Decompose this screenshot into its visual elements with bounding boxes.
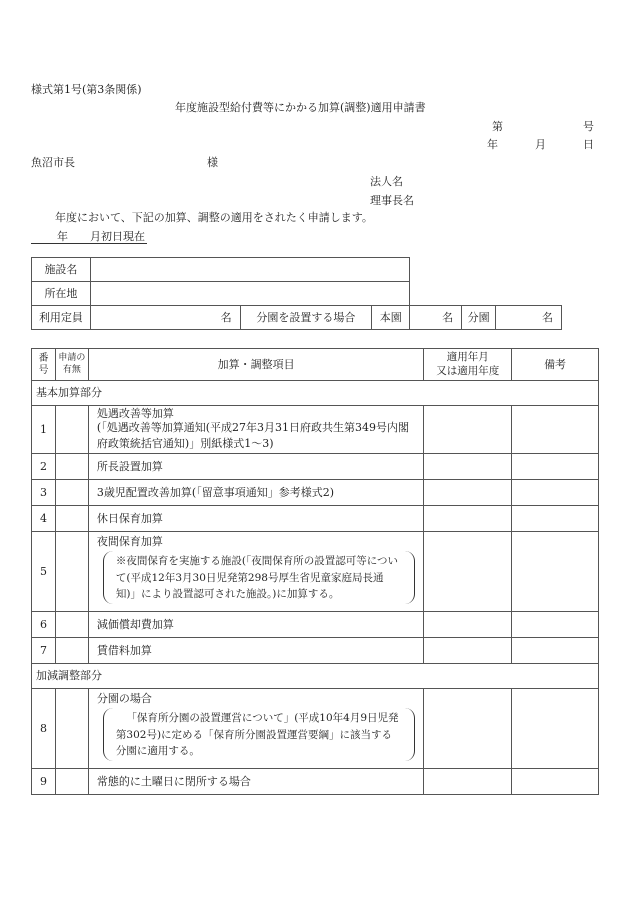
branch-site-capacity-field[interactable]	[496, 306, 562, 330]
main-site-label: 本園	[372, 306, 410, 330]
table-row	[32, 454, 599, 480]
facility-name-label: 施設名	[32, 258, 91, 282]
item-note-bracket: 「保育所分園の設置運営について」(平成10年4月9日児発第302号)に定める「保育所分園設置運営要綱」に該当する分園に適用する。	[103, 708, 415, 761]
request-statement: 年度において、下記の加算、調整の適用をされたく申請します。	[55, 211, 373, 224]
section-adjust: 加減調整部分	[32, 664, 599, 689]
row-number: 2	[32, 454, 56, 480]
period-cell[interactable]	[424, 532, 512, 612]
facility-name-field[interactable]	[90, 258, 409, 282]
capacity-unit: 名	[220, 310, 232, 324]
period-cell[interactable]	[424, 769, 512, 795]
col-header-item: 加算・調整項目	[88, 349, 423, 381]
item-title: 減価償却費加算	[88, 612, 423, 638]
applied-check-cell[interactable]	[55, 506, 88, 532]
applied-check-cell[interactable]	[55, 689, 88, 769]
branch-site-unit: 名	[542, 310, 553, 324]
applied-check-cell[interactable]	[55, 532, 88, 612]
notes-cell[interactable]	[512, 406, 599, 454]
notes-cell[interactable]	[512, 532, 599, 612]
addressee-honorific: 様	[207, 156, 218, 169]
notes-cell[interactable]	[512, 769, 599, 795]
period-cell[interactable]	[424, 506, 512, 532]
section-basic: 基本加算部分	[32, 381, 599, 406]
row-number: 4	[32, 506, 56, 532]
branch-site-label: 分園	[462, 306, 496, 330]
period-cell[interactable]	[424, 638, 512, 664]
director-name-label: 理事長名	[370, 194, 414, 207]
document-title: 年度施設型給付費等にかかる加算(調整)適用申請書	[175, 101, 426, 114]
item-cell	[88, 532, 423, 612]
as-of-month-text: 月初日現在	[90, 230, 145, 243]
main-site-capacity-field[interactable]	[410, 306, 462, 330]
item-title: 3歳児配置改善加算(「留意事項通知」参考様式2)	[88, 480, 423, 506]
applied-check-cell[interactable]	[55, 454, 88, 480]
item-title: 夜間保育加算	[96, 534, 163, 548]
date-day: 日	[583, 138, 594, 151]
period-cell[interactable]	[424, 689, 512, 769]
date-year: 年	[487, 138, 498, 151]
addressee: 魚沼市長	[31, 156, 75, 169]
capacity-field[interactable]	[90, 306, 240, 330]
notes-cell[interactable]	[512, 638, 599, 664]
facility-address-label: 所在地	[32, 282, 91, 306]
applied-check-cell[interactable]	[55, 480, 88, 506]
col-header-period: 適用年月 又は適用年度	[424, 349, 512, 381]
row-number: 6	[32, 612, 56, 638]
table-row	[32, 769, 599, 795]
row-number: 5	[32, 532, 56, 612]
applied-check-cell[interactable]	[55, 612, 88, 638]
table-row	[32, 406, 599, 454]
table-row	[32, 689, 599, 769]
table-row	[32, 638, 599, 664]
item-detail: (「処遇改善等加算通知(平成27年3月31日府政共生第349号内閣府政策統括官通知)」別紙様式1～3)	[96, 421, 409, 451]
item-note-bracket: ※夜間保育を実施する施設(「夜間保育所の設置認可等について(平成12年3月30日児発第298号厚生省児童家庭局長通知)」により設置認可された施設。)に加算する。	[103, 551, 415, 604]
doc-number-suffix: 号	[583, 120, 594, 133]
applied-check-cell[interactable]	[55, 638, 88, 664]
period-cell[interactable]	[424, 612, 512, 638]
branch-case-label: 分園を設置する場合	[240, 306, 372, 330]
capacity-label: 利用定員	[32, 306, 91, 330]
applied-check-cell[interactable]	[55, 769, 88, 795]
period-cell[interactable]	[424, 480, 512, 506]
row-number: 9	[32, 769, 56, 795]
table-row	[32, 532, 599, 612]
item-title: 常態的に土曜日に閉所する場合	[88, 769, 423, 795]
as-of-year: 年	[57, 230, 68, 243]
notes-cell[interactable]	[512, 480, 599, 506]
item-cell	[88, 689, 423, 769]
form-number: 様式第1号(第3条関係)	[31, 83, 142, 96]
table-row	[32, 506, 599, 532]
col-header-no: 番 号	[32, 349, 56, 381]
doc-number-prefix: 第	[492, 120, 503, 133]
notes-cell[interactable]	[512, 689, 599, 769]
main-site-unit: 名	[442, 310, 454, 324]
corporation-name-label: 法人名	[370, 175, 403, 188]
item-title: 処遇改善等加算	[96, 406, 174, 420]
notes-cell[interactable]	[512, 612, 599, 638]
period-cell[interactable]	[424, 406, 512, 454]
row-number: 8	[32, 689, 56, 769]
period-cell[interactable]	[424, 454, 512, 480]
items-table	[31, 348, 599, 795]
col-header-applied: 申請の 有無	[55, 349, 88, 381]
table-row	[32, 480, 599, 506]
as-of-date	[31, 231, 147, 244]
row-number: 1	[32, 406, 56, 454]
row-number: 3	[32, 480, 56, 506]
item-cell	[88, 406, 423, 454]
applied-check-cell[interactable]	[55, 406, 88, 454]
date-month: 月	[535, 138, 546, 151]
notes-cell[interactable]	[512, 454, 599, 480]
row-number: 7	[32, 638, 56, 664]
facility-address-field[interactable]	[90, 282, 409, 306]
facility-info-table	[31, 257, 562, 330]
item-title: 分園の場合	[96, 691, 152, 705]
col-header-notes: 備考	[512, 349, 599, 381]
notes-cell[interactable]	[512, 506, 599, 532]
item-title: 休日保育加算	[88, 506, 423, 532]
item-title: 賃借料加算	[88, 638, 423, 664]
item-title: 所長設置加算	[88, 454, 423, 480]
table-row	[32, 612, 599, 638]
